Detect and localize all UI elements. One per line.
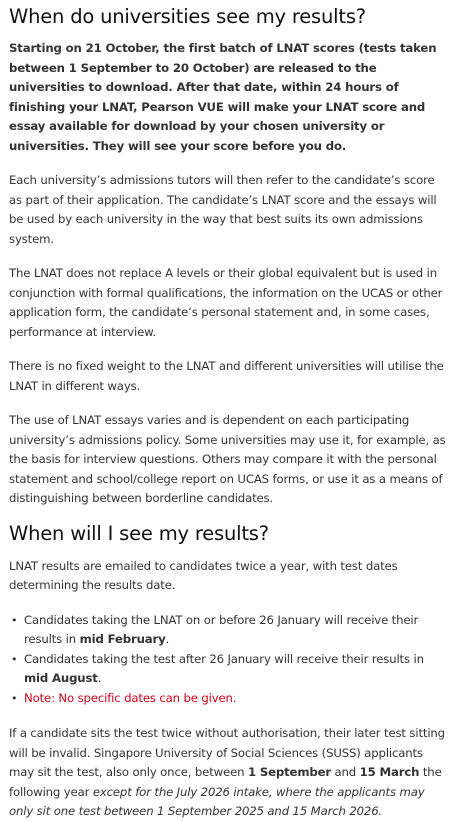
- paragraph-lnat-not-replace: The LNAT does not replace A levels or their global equivalent but is used in conjunction with formal qualifications, the information on the UCAS or other application form, the candidate’s personal statement and, in some cases, performance at interview.: [9, 266, 443, 339]
- paragraph-admissions-tutors: Each university’s admissions tutors will then refer to the candidate’s score as part of their application. The candidate’s LNAT score and the essays will be used by each university in the way that best suits its own admissions system.: [9, 173, 437, 246]
- final-bold-2: 15 March: [359, 765, 420, 779]
- final-italic: except for the July 2026 intake, where the applicants may only sit one test between 1 September 2025 and 15 March 2026.: [9, 784, 425, 818]
- paragraph-no-fixed-weight: There is no fixed weight to the LNAT and different universities will utilise the LNAT in different ways.: [9, 359, 444, 393]
- results-dates-list: [9, 611, 449, 709]
- bullet-icon: •: [11, 652, 18, 666]
- bullet-icon: •: [11, 613, 18, 627]
- list-item-text: Candidates taking the LNAT on or before 26 January will receive their results in: [24, 612, 419, 646]
- final-text-2: and: [330, 765, 360, 779]
- list-item-bold: mid August: [24, 671, 98, 685]
- note-text: Note: No specific dates can be given.: [24, 690, 237, 705]
- bullet-icon: •: [11, 691, 18, 705]
- list-item-end: .: [165, 632, 170, 646]
- list-item-text: Candidates taking the test after 26 January will receive their results in: [24, 651, 424, 666]
- list-item: [11, 650, 449, 689]
- heading-when-see-results: When will I see my results?: [9, 521, 269, 545]
- heading-universities-see-results: When do universities see my results?: [9, 5, 366, 28]
- list-item-note: [11, 689, 449, 709]
- list-item: [11, 611, 449, 650]
- paragraph-results-emailed: LNAT results are emailed to candidates twice a year, with test dates determining the results date.: [9, 558, 398, 592]
- paragraph-suss-applicants: [9, 724, 449, 822]
- final-bold-1: 1 September: [247, 765, 331, 779]
- final-text-1: If a candidate sits the test twice without authorisation, their later test sitting will be invalid. Singapore University of Social Sciences (SUSS) applicants may sit the test, also only once, between: [9, 726, 445, 779]
- intro-paragraph: Starting on 21 October, the first batch of LNAT scores (tests taken between 1 September to 20 October) are released to the universities to download. After that date, within 24 hours of finishing your LNAT, Pearson VUE will make your LNAT score and essay available for download by your chosen university or universities. They will see your score before you do.: [9, 41, 437, 153]
- list-item-bold: mid February: [79, 632, 166, 646]
- paragraph-essays-usage: The use of LNAT essays varies and is dependent on each participating university’s admissions policy. Some universities may use it, for example, as the basis for interview questions. Others may compare it with the personal statement and school/college report on UCAS forms, or use it as a means of distinguishing between borderline candidates.: [9, 413, 446, 505]
- list-item-end: .: [97, 671, 102, 685]
- final-text-3: the following year: [9, 765, 442, 799]
